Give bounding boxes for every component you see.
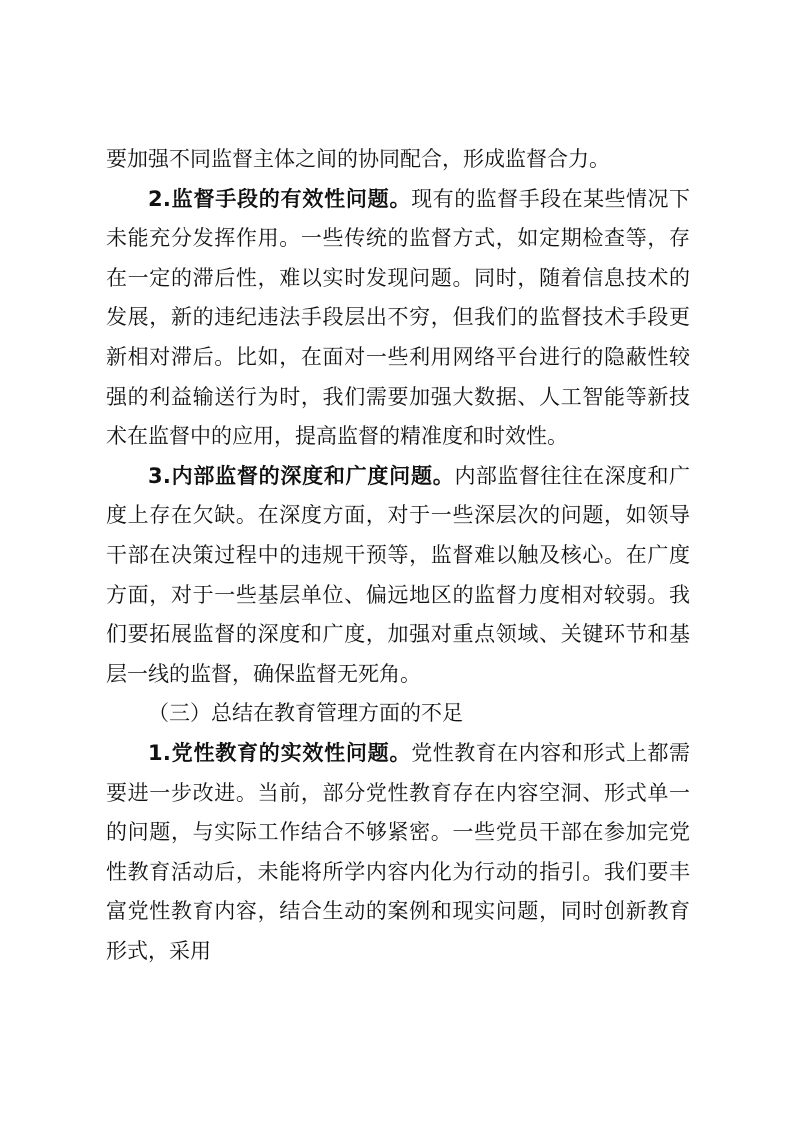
paragraph-party-education xyxy=(106,734,690,972)
continuation-paragraph: 要加强不同监督主体之间的协同配合，形成监督合力。 xyxy=(106,147,610,171)
paragraph-supervision-means xyxy=(106,180,690,457)
paragraph-lead: 1.党性教育的实效性问题。 xyxy=(148,740,412,765)
paragraph-internal-supervision xyxy=(106,457,690,695)
paragraph-lead: 3.内部监督的深度和广度问题。 xyxy=(148,463,455,488)
paragraph-lead: 2.监督手段的有效性问题。 xyxy=(148,186,412,211)
paragraph-text: 党性教育在内容和形式上都需要进一步改进。当前，部分党性教育存在内容空洞、形式单一的问题，与实际工作结合不够紧密。一些党员干部在参加完党性教育活动后，未能将所学内容内化为行动的指引。我们要丰富党性教育内容，结合生动的案例和现实问题，同时创新教育形式，采用 xyxy=(106,740,690,963)
paragraph-text: 现有的监督手段在某些情况下未能充分发挥作用。一些传统的监督方式，如定期检查等，存在一定的滞后性，难以实时发现问题。同时，随着信息技术的发展，新的违纪违法手段层出不穷，但我们的监督技术手段更新相对滞后。比如，在面对一些利用网络平台进行的隐蔽性较强的利益输送行为时，我们需要加强大数据、人工智能等新技术在监督中的应用，提高监督的精准度和时效性。 xyxy=(106,186,690,449)
document-body xyxy=(106,140,690,971)
paragraph-text: 内部监督往往在深度和广度上存在欠缺。在深度方面，对于一些深层次的问题，如领导干部在决策过程中的违规干预等，监督难以触及核心。在广度方面，对于一些基层单位、偏远地区的监督力度相对较弱。我们要拓展监督的深度和广度，加强对重点领域、关键环节和基层一线的监督，确保监督无死角。 xyxy=(106,463,690,686)
section-heading: （三）总结在教育管理方面的不足 xyxy=(148,701,463,726)
